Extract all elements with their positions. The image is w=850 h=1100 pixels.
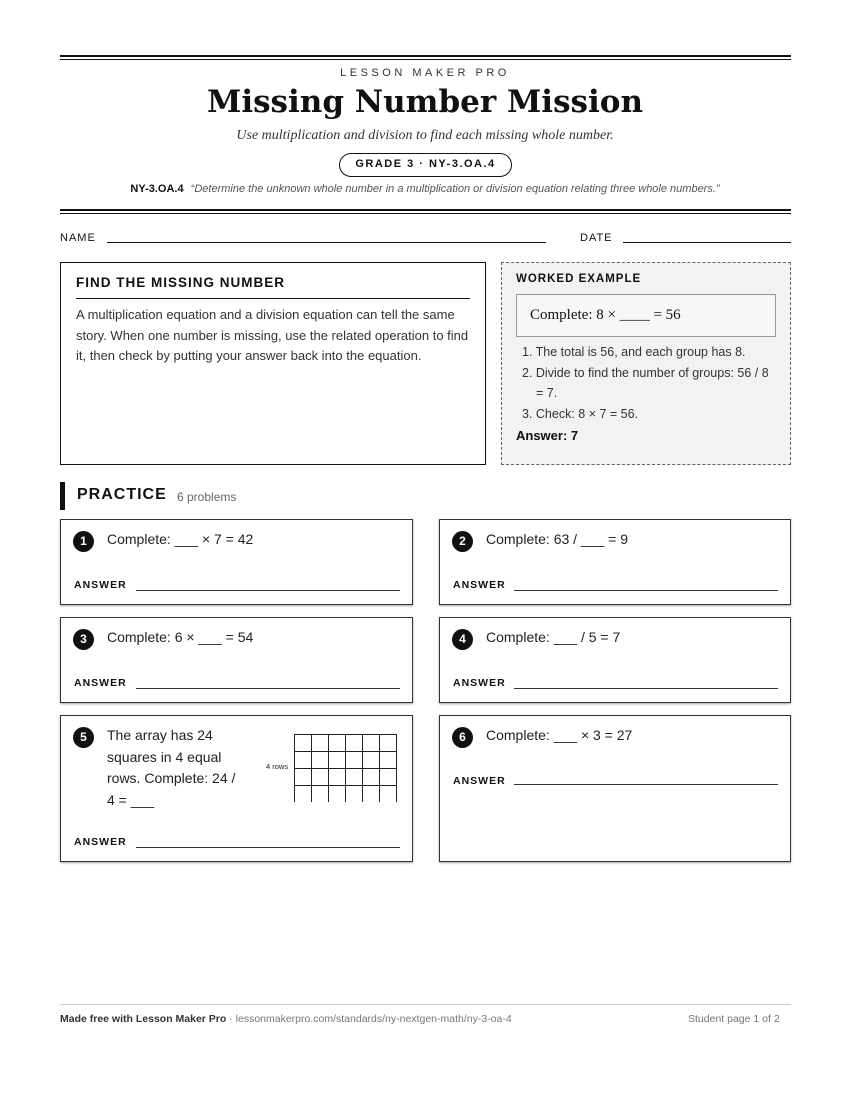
header-bottom-rule [60, 209, 791, 211]
array-square [329, 769, 346, 786]
array-square [295, 735, 312, 752]
problem-text: Complete: ___ × 3 = 27 [486, 727, 633, 743]
answer-field-4[interactable] [514, 688, 778, 689]
array-square [295, 786, 312, 803]
footer-url: · lessonmakerpro.com/standards/ny-nextgen-math/ny-3-oa-4 [226, 1013, 512, 1025]
worked-example-equation: Complete: 8 × ____ = 56 [516, 294, 776, 337]
practice-count: 6 problems [177, 490, 237, 504]
footer-made-with: Made free with Lesson Maker Pro [60, 1013, 227, 1025]
problem-number-badge: 4 [452, 629, 473, 650]
problem-card-4 [439, 617, 791, 703]
array-square [312, 752, 329, 769]
array-square [363, 752, 380, 769]
array-square [312, 735, 329, 752]
array-square [346, 752, 363, 769]
problem-number-badge: 3 [73, 629, 94, 650]
worked-example-steps [516, 342, 776, 424]
problem-number-badge: 1 [73, 531, 94, 552]
name-field[interactable] [107, 242, 546, 243]
problem-card-1 [60, 519, 413, 605]
grade-standard-badge: GRADE 3 · NY-3.OA.4 [339, 153, 512, 177]
worked-example-heading: WORKED EXAMPLE [516, 273, 642, 285]
array-square [329, 786, 346, 803]
array-square [346, 769, 363, 786]
array-square [295, 769, 312, 786]
problem-text: Complete: ___ / 5 = 7 [486, 629, 621, 645]
name-label: NAME [60, 232, 96, 244]
array-square [380, 786, 397, 803]
answer-field-2[interactable] [514, 590, 778, 591]
answer-field-5[interactable] [136, 847, 400, 848]
array-square [363, 786, 380, 803]
top-rule-thin [60, 59, 791, 60]
footer-page-number: Student page 1 of 2 [688, 1013, 780, 1025]
answer-label: ANSWER [453, 775, 506, 787]
array-square [312, 786, 329, 803]
problem-number-badge: 5 [73, 727, 94, 748]
array-square [346, 786, 363, 803]
footer-rule [60, 1004, 791, 1005]
array-square [312, 769, 329, 786]
array-square [380, 752, 397, 769]
problem-card-6 [439, 715, 791, 862]
array-grid [294, 734, 398, 802]
array-rows-label: 4 rows [266, 762, 289, 771]
date-label: DATE [580, 232, 613, 244]
array-square [380, 735, 397, 752]
top-rule [60, 55, 791, 57]
problem-text: Complete: 63 / ___ = 9 [486, 531, 629, 547]
array-square [363, 769, 380, 786]
answer-field-3[interactable] [136, 688, 400, 689]
array-square [363, 735, 380, 752]
problem-number-badge: 6 [452, 727, 473, 748]
standard-text: “Determine the unknown whole number in a multiplication or division equation relating three whole numbers.” [190, 183, 720, 195]
answer-field-6[interactable] [514, 784, 778, 785]
problem-text: Complete: 6 × ___ = 54 [107, 629, 254, 645]
practice-accent-bar [60, 482, 65, 510]
problem-text: Complete: ___ × 7 = 42 [107, 531, 254, 547]
problem-number-badge: 2 [452, 531, 473, 552]
concept-heading: FIND THE MISSING NUMBER [76, 275, 470, 299]
array-square [329, 752, 346, 769]
footer-credit [60, 1013, 512, 1025]
answer-label: ANSWER [453, 579, 506, 591]
worked-example-answer: Answer: 7 [516, 428, 579, 443]
date-field[interactable] [623, 242, 791, 243]
brand-name: LESSON MAKER PRO [340, 67, 510, 79]
answer-field-1[interactable] [136, 590, 400, 591]
worked-example-step: 2. Divide to find the number of groups: 56 / 8 = 7. [522, 365, 769, 400]
problem-card-2 [439, 519, 791, 605]
concept-text: A multiplication equation and a division equation can tell the same story. When one number is missing, use the related operation to find it, then check by putting your answer back into the equation. [76, 307, 469, 363]
array-square [295, 752, 312, 769]
answer-label: ANSWER [74, 579, 127, 591]
concept-box [60, 262, 486, 465]
problem-card-3 [60, 617, 413, 703]
worked-example-step: 1. The total is 56, and each group has 8. [522, 345, 746, 359]
array-square [380, 769, 397, 786]
answer-label: ANSWER [74, 836, 127, 848]
array-square [329, 735, 346, 752]
array-square [346, 735, 363, 752]
header-bottom-rule-thin [60, 213, 791, 214]
standard-code: NY-3.OA.4 [130, 183, 184, 195]
worked-example-box [501, 262, 791, 465]
problem-text: The array has 24 squares in 4 equal rows. Complete: 24 / 4 = ___ [107, 727, 236, 808]
page-subtitle: Use multiplication and division to find each missing whole number. [236, 128, 614, 143]
answer-label: ANSWER [453, 677, 506, 689]
page-title: Missing Number Mission [207, 84, 643, 120]
standard-description [0, 183, 850, 195]
answer-label: ANSWER [74, 677, 127, 689]
practice-title: PRACTICE [77, 486, 167, 503]
worked-example-step: 3. Check: 8 × 7 = 56. [522, 406, 639, 421]
